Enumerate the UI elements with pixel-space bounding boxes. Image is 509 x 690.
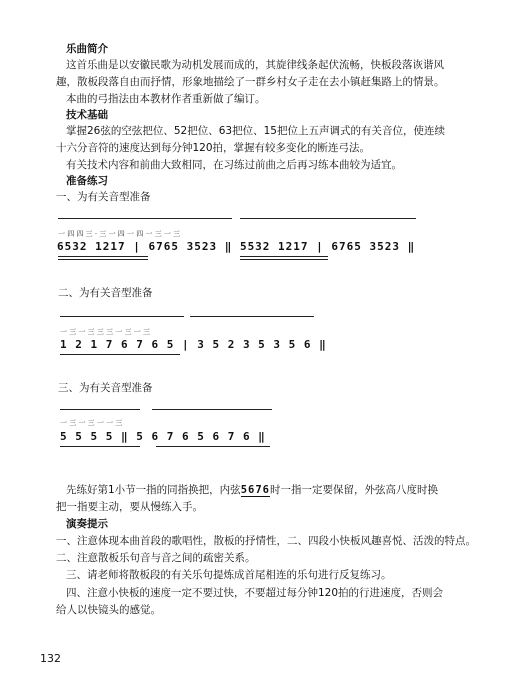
slur-line xyxy=(152,409,272,410)
tip-item: 四、注意小快板的速度一定不要过快，不要超过每分钟120拍的行进速度，否则会给人以快镜头的感觉。 xyxy=(56,587,444,616)
slur-line xyxy=(60,316,184,317)
note-after: 时一指一定要保留，外弦高八度时换把一指要主动，要从慢练入手。 xyxy=(56,484,438,513)
exercise-2-title: 二、为有关音型准备 xyxy=(58,287,153,299)
tip-item: 一、注意体现本曲首段的歌唱性，散板的抒情性，二、四段小快板风趣喜悦、活泼的特点。 xyxy=(56,535,476,547)
technique-paragraph: 掌握26弦的空弦把位、52把位、63把位、15把位上五声调式的有关音位，使连续十六分音符的速度达到每分钟120拍，掌握有较多变化的断连弓法。 xyxy=(56,125,445,154)
notation-line: 6532 1217 | 6765 3523 ‖ 5532 1217 | 6765 3523 ‖ xyxy=(57,240,416,253)
tips-heading: 演奏提示 xyxy=(66,518,108,530)
beam-line xyxy=(60,446,140,447)
beam-line xyxy=(240,256,328,257)
technique-heading: 技术基础 xyxy=(66,109,108,121)
fingering-marks: 一 四 四 三 · 三 一 四 一 四 一 三 一 三 xyxy=(58,230,181,238)
exercise-1-title: 一、为有关音型准备 xyxy=(56,191,151,203)
beam-line xyxy=(156,446,270,447)
inline-notation: 5676 xyxy=(240,484,270,496)
beam-line xyxy=(60,354,180,355)
note-before: 先练好第1小节一指的同指换把，内弦 xyxy=(66,484,241,496)
intro-paragraph-2: 本曲的弓指法由本教材作者重新做了编订。 xyxy=(66,93,266,105)
slur-line xyxy=(240,218,416,219)
tip-item: 二、注意散板乐句音与音之间的疏密关系。 xyxy=(56,552,256,564)
slur-line xyxy=(58,218,232,219)
intro-heading: 乐曲简介 xyxy=(66,43,108,55)
intro-paragraph: 这首乐曲是以安徽民歌为动机发展而成的，其旋律线条起伏流畅，快板段落诙谐风趣，散板段落自由而抒情，形象地描绘了一群乡村女子走在去小镇赶集路上的情景。 xyxy=(56,59,445,88)
beam-line xyxy=(58,259,148,260)
beam-line xyxy=(240,259,328,260)
page-number: 132 xyxy=(40,652,61,665)
technique-paragraph-2: 有关技术内容和前曲大致相同，在习练过前曲之后再习练本曲较为适宜。 xyxy=(66,159,402,171)
slur-line xyxy=(60,409,140,410)
prep-heading: 准备练习 xyxy=(66,175,108,187)
notation-line: 5 5 5 5 ‖ 5 6 7 6 5 6 7 6 ‖ xyxy=(60,430,266,443)
beam-line xyxy=(58,256,148,257)
fingering-marks: 一 三 一 三 一 一 三 xyxy=(60,419,123,427)
slur-line xyxy=(190,316,314,317)
exercise-3-title: 三、为有关音型准备 xyxy=(58,382,153,394)
tip-item: 三、请老师将散板段的有关乐句提炼成首尾相连的乐句进行反复练习。 xyxy=(66,569,392,581)
notation-line: 1 2 1 7 6 7 6 5 | 3 5 2 3 5 3 5 6 ‖ xyxy=(60,338,327,351)
exercise-note xyxy=(56,482,448,516)
fingering-marks: 一 三 一 三 三 三 一 三 一 三 xyxy=(60,328,151,336)
